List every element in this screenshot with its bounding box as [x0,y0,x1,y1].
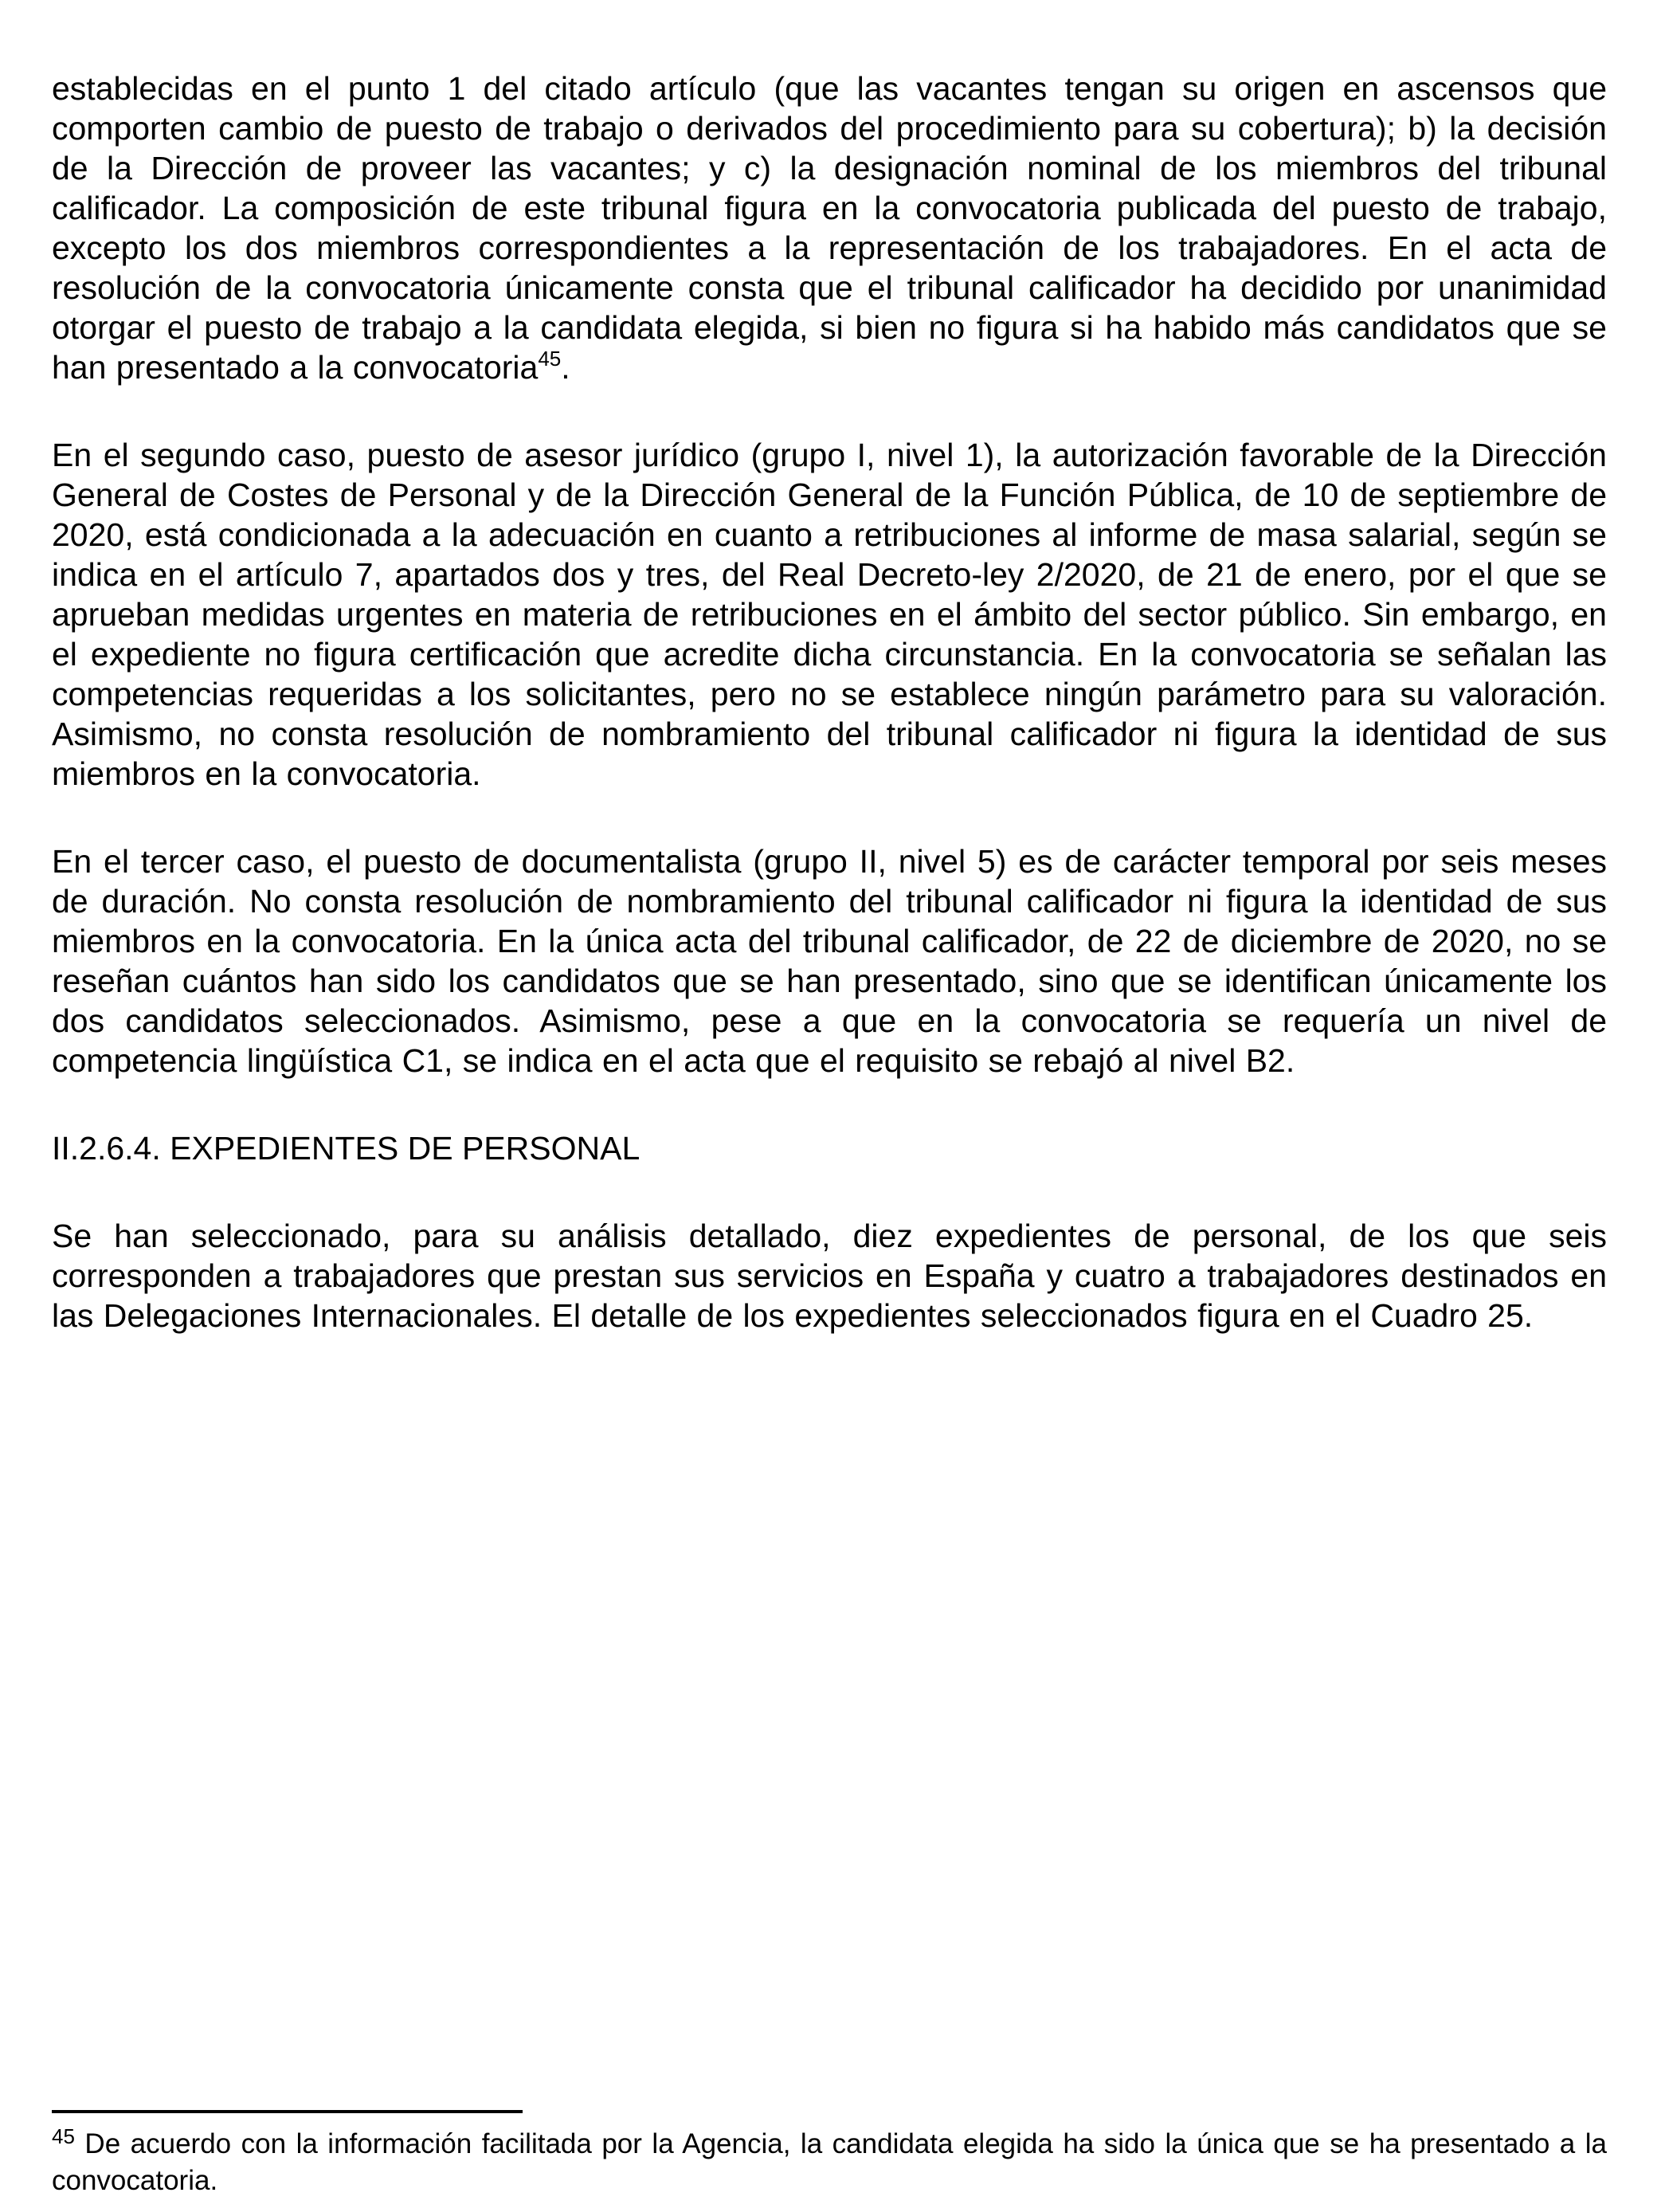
paragraph-1-text: establecidas en el punto 1 del citado artículo (que las vacantes tengan su origen en ascensos que comporten cambio de puesto de trabajo o derivados del procedimiento para su cobertura); b) la decisión de la Dirección de proveer las vacantes; y c) la designación nominal de los miembros del tribunal calificador. La composición de este tribunal figura en la convocatoria publicada del puesto de trabajo, excepto los dos miembros correspondientes a la representación de los trabajadores. En el acta de resolución de la convocatoria únicamente consta que el tribunal calificador ha decidido por unanimidad otorgar el puesto de trabajo a la candidata elegida, si bien no figura si ha habido más candidatos que se han presentado a la convocatoria [52,70,1607,386]
footnote-separator-rule [52,2110,523,2113]
paragraph-establecidas [52,69,1607,387]
paragraph-expedientes-seleccionados: Se han seleccionado, para su análisis detallado, diez expedientes de personal, de los que seis corresponden a trabajadores que prestan sus servicios en España y cuatro a trabajadores destinados en las Delegaciones Internacionales. El detalle de los expedientes seleccionados figura en el Cuadro 25. [52,1218,1607,1334]
section-heading-expedientes-de-personal: II.2.6.4. EXPEDIENTES DE PERSONAL [52,1130,641,1167]
footnote-45 [52,2126,1607,2199]
document-body [52,69,1607,1383]
paragraph-segundo-caso: En el segundo caso, puesto de asesor jurídico (grupo I, nivel 1), la autorización favorable de la Dirección General de Costes de Personal y de la Dirección General de la Función Pública, de 10 de septiembre de 2020, está condicionada a la adecuación en cuanto a retribuciones al informe de masa salarial, según se indica en el artículo 7, apartados dos y tres, del Real Decreto-ley 2/2020, de 21 de enero, por el que se aprueban medidas urgentes en materia de retribuciones en el ámbito del sector público. Sin embargo, en el expediente no figura certificación que acredite dicha circunstancia. En la convocatoria se señalan las competencias requeridas a los solicitantes, pero no se establece ningún parámetro para su valoración. Asimismo, no consta resolución de nombramiento del tribunal calificador ni figura la identidad de sus miembros en la convocatoria. [52,437,1607,792]
footnote-45-text: De acuerdo con la información facilitada por la Agencia, la candidata elegida ha sido la única que se ha presentado a la convocatoria. [52,2128,1607,2196]
paragraph-tercer-caso: En el tercer caso, el puesto de documentalista (grupo II, nivel 5) es de carácter temporal por seis meses de duración. No consta resolución de nombramiento del tribunal calificador ni figura la identidad de sus miembros en la convocatoria. En la única acta del tribunal calificador, de 22 de diciembre de 2020, no se reseñan cuántos han sido los candidatos que se han presentado, sino que se identifican únicamente los dos candidatos seleccionados. Asimismo, pese a que en la convocatoria se requería un nivel de competencia lingüística C1, se indica en el acta que el requisito se rebajó al nivel B2. [52,843,1607,1079]
paragraph-1-period: . [561,349,570,386]
footnote-reference-45: 45 [538,347,562,371]
footnote-area [52,2110,1607,2199]
footnote-45-marker: 45 [52,2124,75,2148]
